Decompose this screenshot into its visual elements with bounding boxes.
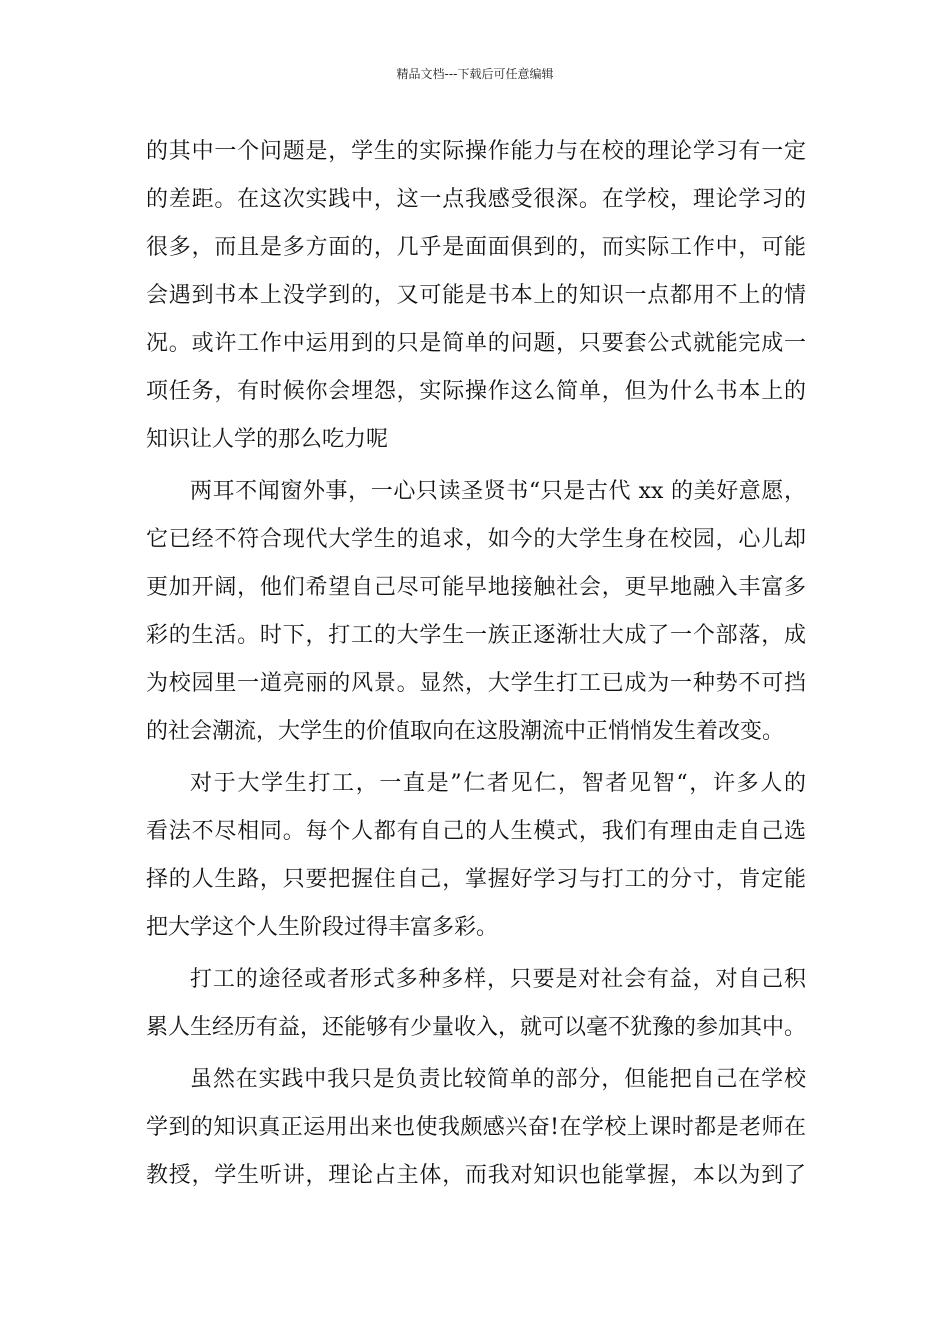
page-header: 精品文档---下载后可任意编辑 [396,67,554,81]
paragraph [146,128,806,464]
document-body [146,128,806,1200]
text-line: 学到的知识真正运用出来也使我颇感兴奋!在学校上课时都是老师在 [146,1115,806,1140]
text-line: 为校园里一道亮丽的风景。显然，大学生打工已成为一种势不可挡 [146,671,806,696]
text-line: 它已经不符合现代大学生的追求，如今的大学生身在校园，心儿却 [146,527,806,552]
paragraph [146,760,806,952]
text-line: 对于大学生打工，一直是”仁者见仁，智者见智“，许多人的 [190,771,806,796]
paragraph [146,956,806,1052]
paragraph [146,468,806,756]
text-line: 很多，而且是多方面的，几乎是面面俱到的，而实际工作中，可能 [146,235,806,260]
text-line: 的其中一个问题是，学生的实际操作能力与在校的理论学习有一定 [146,139,806,164]
text-line: 的差距。在这次实践中，这一点我感受很深。在学校，理论学习的 [146,187,806,212]
text-line: 两耳不闻窗外事，一心只读圣贤书“只是古代 xx 的美好意愿， [190,479,806,504]
text-line: 彩的生活。时下，打工的大学生一族正逐渐壮大成了一个部落，成 [146,623,806,648]
text-line: 更加开阔，他们希望自己尽可能早地接触社会，更早地融入丰富多 [146,575,806,600]
text-line: 打工的途径或者形式多种多样，只要是对社会有益，对自己积 [190,967,806,992]
text-line: 看法不尽相同。每个人都有自己的人生模式，我们有理由走自己选 [146,819,806,844]
text-line: 项任务，有时候你会埋怨，实际操作这么简单，但为什么书本上的 [146,379,806,404]
paragraph [146,1056,806,1200]
text-line: 教授，学生听讲，理论占主体，而我对知识也能掌握，本以为到了 [146,1163,806,1188]
text-line: 的社会潮流，大学生的价值取向在这股潮流中正悄悄发生着改变。 [146,719,785,744]
text-line: 累人生经历有益，还能够有少量收入，就可以毫不犹豫的参加其中。 [146,1015,806,1040]
text-line: 择的人生路，只要把握住自己，掌握好学习与打工的分寸，肯定能 [146,867,806,892]
text-line: 虽然在实践中我只是负责比较简单的部分，但能把自己在学校 [190,1067,806,1092]
text-line: 况。或许工作中运用到的只是简单的问题，只要套公式就能完成一 [146,331,806,356]
text-line: 把大学这个人生阶段过得丰富多彩。 [146,915,499,940]
text-line: 会遇到书本上没学到的，又可能是书本上的知识一点都用不上的情 [146,283,806,308]
text-line: 知识让人学的那么吃力呢 [146,427,389,452]
